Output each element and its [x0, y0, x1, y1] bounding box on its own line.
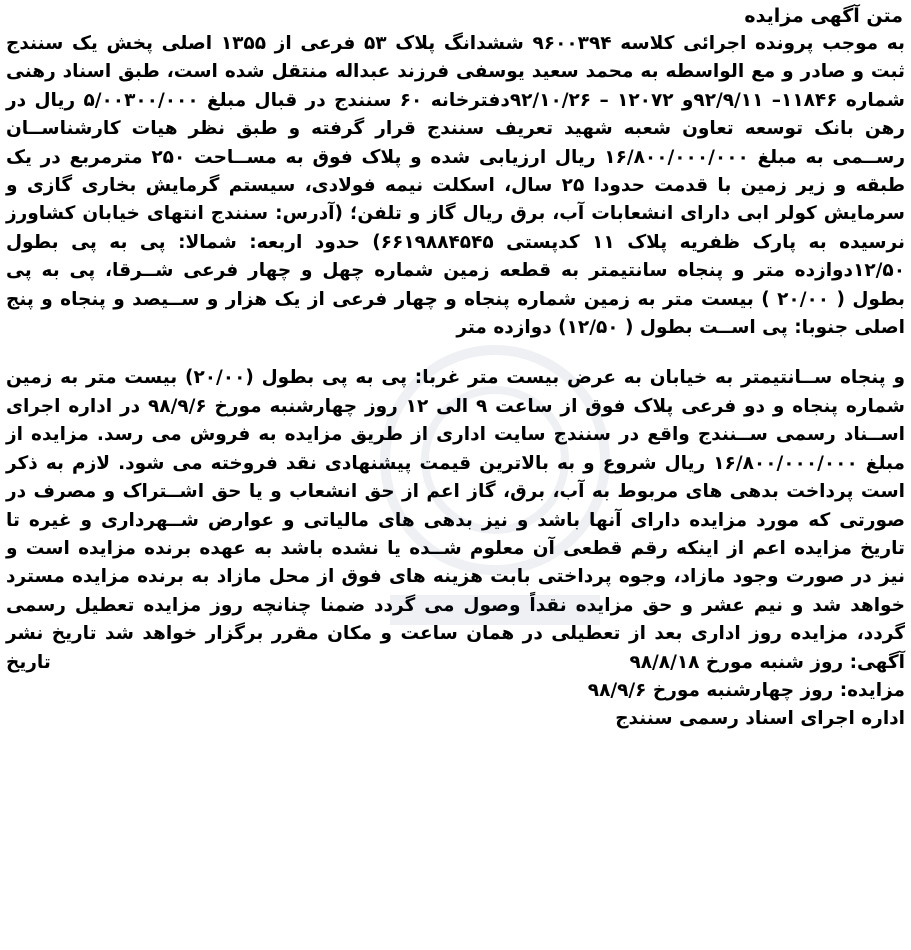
notice-paragraph-2-block	[6, 364, 905, 676]
notice-title: متن آگهی مزایده	[744, 5, 903, 27]
auction-date-label: تاریخ	[6, 651, 51, 673]
auction-notice	[6, 2, 905, 734]
signature: اداره اجرای اسناد رسمی سنندج	[615, 708, 905, 730]
paragraph-gap	[6, 342, 905, 364]
auction-date-line: مزایده: روز چهارشنبه مورخ ۹۸/۹/۶	[587, 679, 905, 701]
notice-paragraph-2: و پنجاه ســانتیمتر به خیابان به عرض بیست متر غربا: پی به پی بطول (۲۰/۰۰) بیست متر به زمین شماره پنجاه و دو فرعی پلاک فوق از ساعت ۹ الی ۱۲ روز چهارشنبه مورخ ۹۸/۹/۶ در اداره اجرای اســناد رسمی ســنندج واقع در سنندج سایت اداری از طریق مزایده به فروش می رسد. مزایده از مبلغ ۱۶/۸۰۰/۰۰۰/۰۰۰ ریال شروع و به بالاترین قیمت پیشنهادی نقد فروخته می شود. لازم به ذکر است پرداخت بدهی های مربوط به آب، برق، گاز اعم از حق انشعاب و یا حق اشــتراک و مصرف در صورتی که مورد مزایده دارای آنها باشد و نیز بدهی های مالیاتی و عوارض شــهرداری و غیره تا تاریخ مزایده اعم از اینکه رقم قطعی آن معلوم شــده یا نشده باشد به عهده برنده مزایده است و نیز در صورت وجود مازاد، وجوه پرداختی بابت هزینه های فوق از محل مازاد به برنده مزایده مسترد خواهد شد و نیم عشر و حق مزایده نقداً وصول می گردد ضمنا چنانچه روز مزایده تعطیل رسمی گردد، مزایده روز اداری بعد از تعطیلی در همان ساعت و مکان مقرر برگزار خواهد شد تاریخ نشر آگهی: روز شنبه مورخ ۹۸/۸/۱۸	[6, 367, 905, 673]
notice-paragraph-1: به موجب پرونده اجرائی کلاسه ۹۶۰۰۳۹۴ ششدانگ پلاک ۵۳ فرعی از ۱۳۵۵ اصلی پخش یک سنندج ثبت و صادر و مع الواسطه به محمد سعید یوسفی فرزند عبداله منتقل شده است، طبق اسناد رهنی شماره ۱۱۸۴۶– ۹۲/۹/۱۱و ۱۲۰۷۲ – ۹۲/۱۰/۲۶دفترخانه ۶۰ سنندج در قبال مبلغ ۵/۰۰۳۰۰/۰۰۰ ریال در رهن بانک توسعه تعاون شعبه شهید تعریف سنندج قرار گرفته و طبق نظر هیات کارشناســان رســمی به مبلغ ۱۶/۸۰۰/۰۰۰/۰۰۰ ریال ارزیابی شده و پلاک فوق به مســاحت ۲۵۰ مترمربع در یک طبقه و زیر زمین با قدمت حدودا ۲۵ سال، اسکلت نیمه فولادی، سیستم گرمایش بخاری گازی و سرمایش کولر ابی دارای انشعابات آب، برق ریال گاز و تلفن؛ (آدرس: سنندج انتهای خیابان کشاورز نرسیده به پارک ظفریه پلاک ۱۱ کدپستی ۶۶۱۹۸۸۴۵۴۵) حدود اربعه: شمالا: پی به پی بطول ۱۲/۵۰دوازده متر و پنجاه سانتیمتر به قطعه زمین شماره چهل و چهار فرعی شــرقا، پی به پی بطول ( ۲۰/۰۰ ) بیست متر به زمین شماره پنجاه و چهار فرعی از یک هزار و ســیصد و پنجاه و پنج اصلی جنوبا: پی اســت بطول ( ۱۲/۵۰) دوازده متر	[6, 33, 906, 339]
